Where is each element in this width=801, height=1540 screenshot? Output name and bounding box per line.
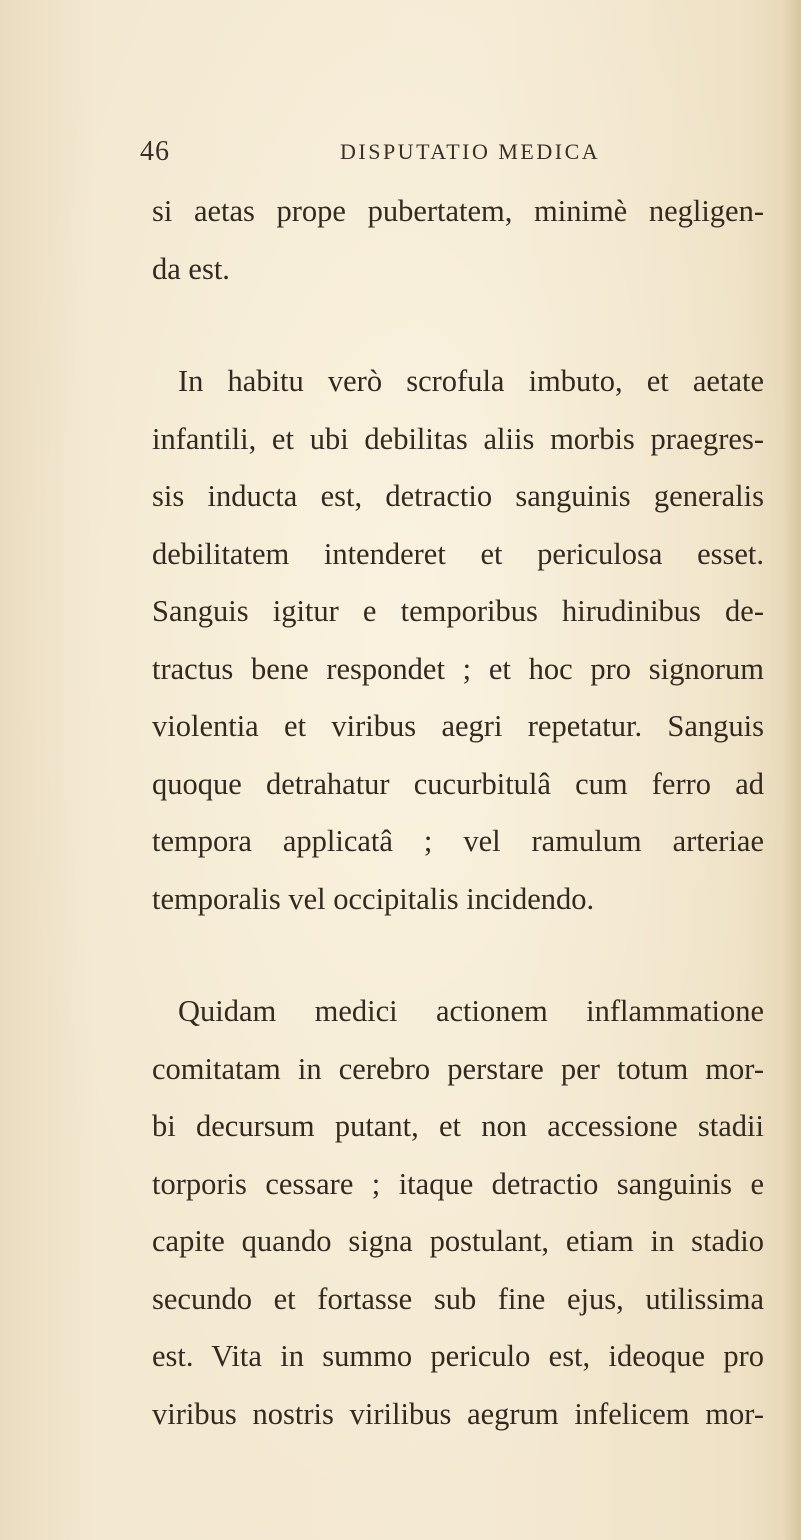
text-line: est. Vita in summo periculo est, ideoque pro	[152, 1339, 764, 1373]
text-line: Sanguis igitur e temporibus hirudinibus de-	[152, 594, 764, 628]
text-line: debilitatem intenderet et periculosa esset.	[152, 536, 764, 571]
paragraph-1	[152, 183, 764, 298]
page-edge-shadow	[783, 0, 801, 1540]
text-line: bi decursum putant, et non accessione stadii	[152, 1109, 764, 1143]
text-line: tractus bene respondet ; et hoc pro signorum	[152, 651, 764, 686]
text-line: da est.	[152, 251, 230, 286]
text-line: infantili, et ubi debilitas aliis morbis praegres-	[152, 421, 764, 456]
text-line: capite quando signa postulant, etiam in stadio	[152, 1224, 764, 1258]
page-number: 46	[140, 136, 170, 167]
page-header	[0, 136, 801, 176]
text-line: comitatam in cerebro perstare per totum mor-	[152, 1051, 764, 1086]
paragraph-gap	[152, 928, 764, 983]
text-line: violentia et viribus aegri repetatur. Sanguis	[152, 709, 764, 743]
text-line: secundo et fortasse sub fine ejus, utilissima	[152, 1281, 764, 1316]
text-line: sis inducta est, detractio sanguinis generalis	[152, 479, 764, 513]
text-line: quoque detrahatur cucurbitulâ cum ferro ad	[152, 766, 764, 801]
text-line: tempora applicatâ ; vel ramulum arteriae	[152, 824, 764, 858]
text-line: viribus nostris virilibus aegrum infelicem mor-	[152, 1396, 764, 1431]
body-text	[152, 183, 764, 1443]
paragraph-gap	[152, 298, 764, 353]
paragraph-2	[152, 353, 764, 928]
text-line: temporalis vel occipitalis incidendo.	[152, 881, 595, 916]
paragraph-3	[152, 983, 764, 1443]
text-line: torporis cessare ; itaque detractio sanguinis e	[152, 1166, 764, 1201]
running-title: DISPUTATIO MEDICA	[340, 139, 601, 164]
text-line: In habitu verò scrofula imbuto, et aetate	[178, 364, 764, 398]
text-line: si aetas prope pubertatem, minimè negligen-	[152, 194, 764, 228]
text-line: Quidam medici actionem inflammatione	[178, 994, 764, 1028]
